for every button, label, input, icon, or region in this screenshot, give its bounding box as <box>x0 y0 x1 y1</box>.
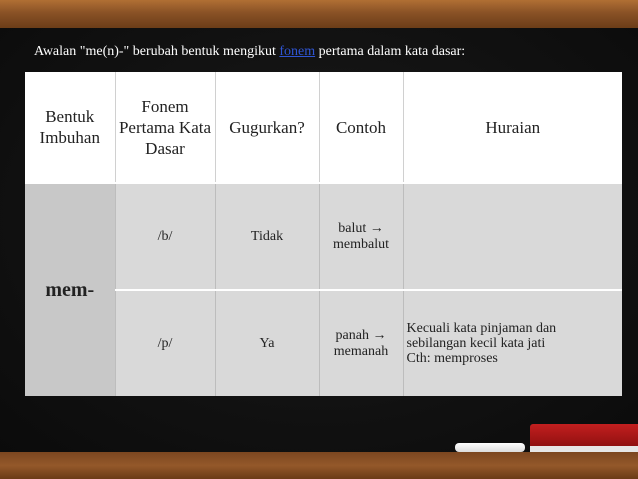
header-fonem-pertama: Fonem Pertama Kata Dasar <box>115 72 215 183</box>
phoneme-cell: /p/ <box>115 290 215 396</box>
header-contoh: Contoh <box>319 72 403 183</box>
board-frame-top <box>0 0 638 28</box>
example-base: balut → <box>338 220 384 236</box>
phoneme-cell: /b/ <box>115 183 215 290</box>
example-result: membalut <box>333 236 389 252</box>
prefix-cell: mem- <box>25 183 115 396</box>
header-bentuk-imbuhan: Bentuk Imbuhan <box>25 72 115 183</box>
description-cell <box>403 290 622 396</box>
table-header-row <box>25 72 622 183</box>
description-cell <box>403 183 622 290</box>
intro-after: pertama dalam kata dasar: <box>315 44 466 59</box>
description-line-2: sebilangan kecil kata jati <box>406 336 546 351</box>
header-gugurkan: Gugurkan? <box>215 72 319 183</box>
affix-table <box>25 72 622 396</box>
table-row <box>25 290 622 396</box>
intro-text <box>34 44 624 60</box>
example-cell <box>319 290 403 396</box>
description-line-1: Kecuali kata pinjaman dan <box>406 321 557 336</box>
example-result: memanah <box>333 343 389 359</box>
drop-cell: Ya <box>215 290 319 396</box>
header-huraian: Huraian <box>403 72 622 183</box>
table-row <box>25 183 622 290</box>
board-frame-bottom <box>0 452 638 479</box>
fonem-link[interactable]: fonem <box>279 44 316 59</box>
example-cell <box>319 183 403 290</box>
description-line-3: Cth: memproses <box>406 351 498 366</box>
example-base: panah → <box>335 327 387 343</box>
intro-before: Awalan "me(n)-" berubah bentuk mengikut <box>34 44 280 59</box>
eraser-felt <box>530 446 638 452</box>
chalk-stick <box>455 443 525 452</box>
drop-cell: Tidak <box>215 183 319 290</box>
